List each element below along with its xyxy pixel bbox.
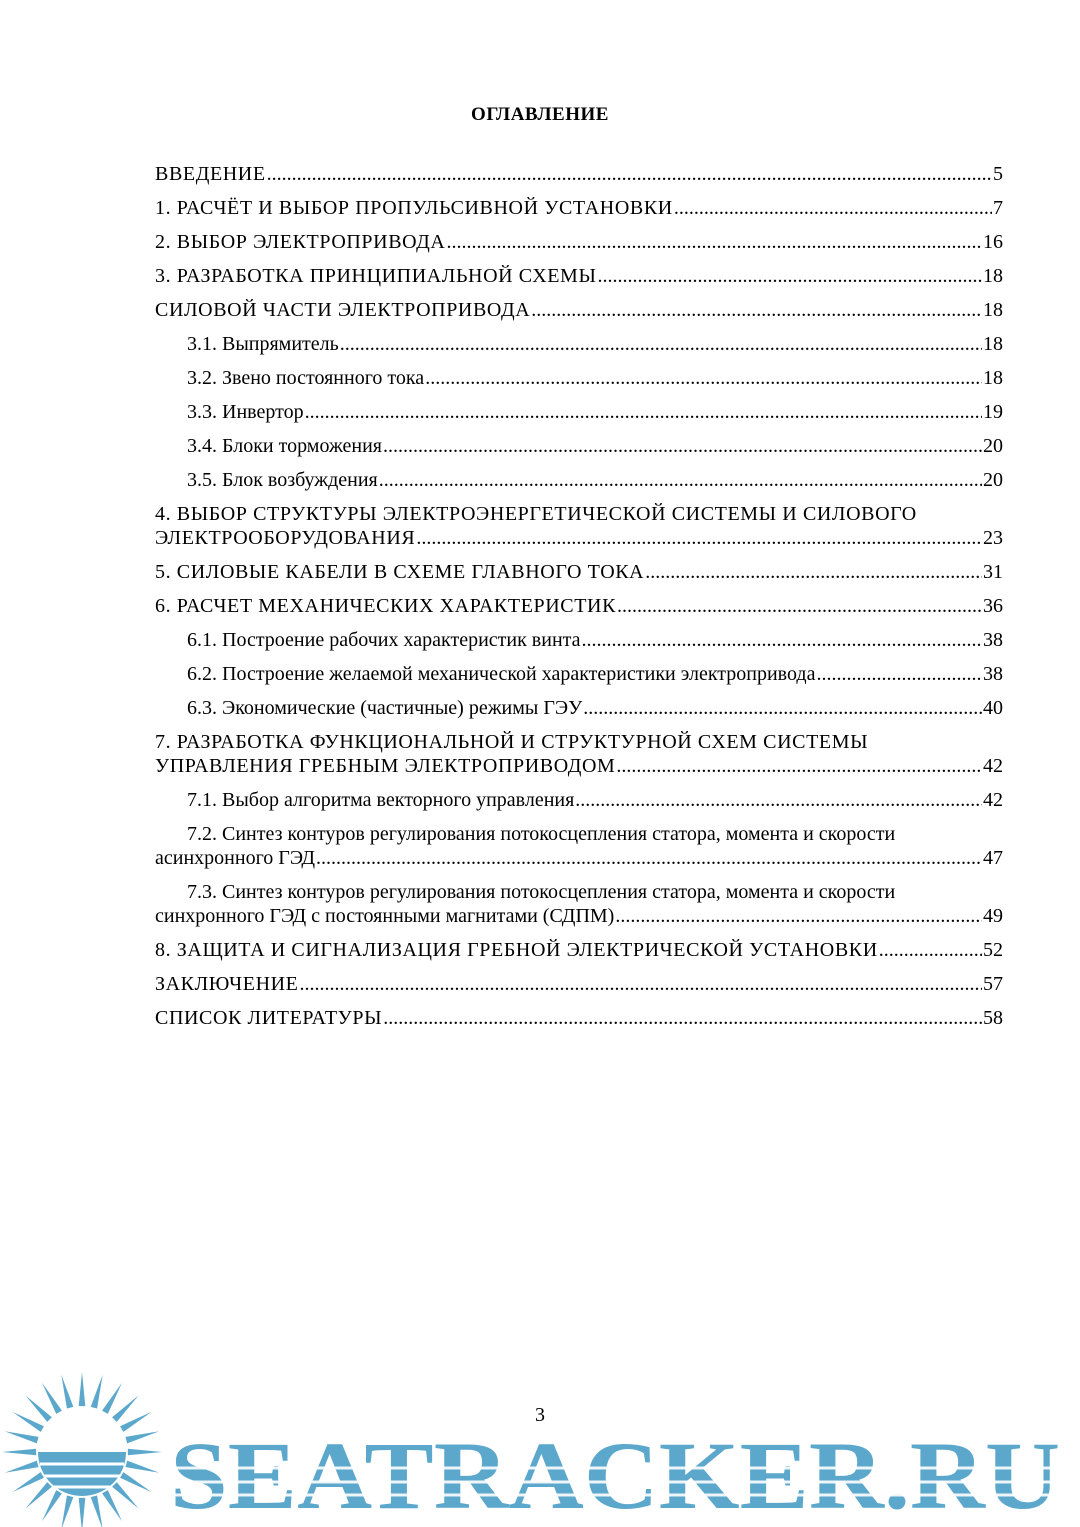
toc-entry[interactable]: 3.3. Инвертор ..... 19 (155, 400, 1003, 424)
toc-page-number: 31 (983, 561, 1003, 583)
toc-page-number: 16 (983, 231, 1003, 253)
toc-page-number: 42 (983, 789, 1003, 811)
toc-entry-first-line: 4. ВЫБОР СТРУКТУРЫ ЭЛЕКТРОЭНЕРГЕТИЧЕСКОЙ СИСТЕМЫ И СИЛОВОГО (155, 503, 917, 525)
sun-ray (79, 1372, 86, 1406)
toc-page-number: 38 (983, 663, 1003, 685)
toc-entry[interactable]: 6.2. Построение желаемой механической характеристики электропривода ..... 38 (155, 662, 1003, 686)
toc-entry[interactable]: 3.1. Выпрямитель ..... 18 (155, 332, 1003, 356)
sun-ray (112, 1482, 138, 1508)
toc-page-number: 20 (983, 435, 1003, 457)
sun-ray (91, 1495, 103, 1527)
toc-page-number: 38 (983, 629, 1003, 651)
toc-entry[interactable]: 7. РАЗРАБОТКА ФУНКЦИОНАЛЬНОЙ И СТРУКТУРНОЙ СХЕМ СИСТЕМЫ УПРАВЛЕНИЯ ГРЕБНЫМ ЭЛЕКТРОПРИВОДОМ ..... 42 (155, 730, 1003, 778)
sun-ray (102, 1490, 122, 1521)
toc-entry[interactable]: 8. ЗАЩИТА И СИГНАЛИЗАЦИЯ ГРЕБНОЙ ЭЛЕКТРИЧЕСКОЙ УСТАНОВКИ ..... 52 (155, 938, 1003, 962)
toc-page-number: 57 (983, 973, 1003, 995)
toc-entry[interactable]: 7.2. Синтез контуров регулирования потокосцепления статора, момента и скорости асинхронного ГЭД ..... 47 (155, 822, 1003, 870)
sun-over-sea-icon (2, 1372, 162, 1527)
sun-ray (61, 1495, 73, 1527)
toc-page-number: 36 (983, 595, 1003, 617)
sun-ray (5, 1461, 39, 1473)
toc-entry[interactable]: 1. РАСЧЁТ И ВЫБОР ПРОПУЛЬСИВНОЙ УСТАНОВКИ ..... 7 (155, 196, 1003, 220)
toc-page-number: 7 (993, 197, 1003, 219)
sun-ray (42, 1490, 62, 1521)
sun-ray (2, 1449, 36, 1456)
toc-page-number: 40 (983, 697, 1003, 719)
sun-ray (125, 1431, 159, 1443)
toc-entry-first-line: 7.3. Синтез контуров регулирования потокосцепления статора, момента и скорости (187, 881, 896, 903)
toc-page-number: 52 (983, 939, 1003, 961)
toc-page-number: 58 (983, 1007, 1003, 1029)
toc-page-number: 19 (983, 401, 1003, 423)
toc-entry[interactable]: 6.3. Экономические (частичные) режимы ГЭУ ..... 40 (155, 696, 1003, 720)
page-number: 3 (535, 1404, 545, 1426)
toc-entry-first-line: 7.2. Синтез контуров регулирования потокосцепления статора, момента и скорости (187, 823, 896, 845)
watermark-text: SEATRACKER.RU (170, 1422, 1060, 1527)
toc-entry[interactable]: 7.3. Синтез контуров регулирования потокосцепления статора, момента и скорости синхронного ГЭД с постоянными магнитами (СДПМ) ..... 49 (155, 880, 1003, 928)
toc-heading: ОГЛАВЛЕНИЕ (471, 104, 609, 125)
toc-entry[interactable]: 3.5. Блок возбуждения ..... 20 (155, 468, 1003, 492)
toc-page-number: 47 (983, 847, 1003, 869)
toc-page-number: 18 (983, 367, 1003, 389)
toc-page-number: 23 (983, 527, 1003, 549)
sun-ray (13, 1472, 44, 1492)
sun-ray (120, 1472, 151, 1492)
toc-entry[interactable]: 3. РАЗРАБОТКА ПРИНЦИПИАЛЬНОЙ СХЕМЫ ..... 18 (155, 264, 1003, 288)
watermark (0, 1360, 1080, 1527)
toc-entry[interactable]: 3.4. Блоки торможения ..... 20 (155, 434, 1003, 458)
table-of-contents (155, 162, 1003, 1030)
sun-ray (125, 1461, 159, 1473)
sun-ray (5, 1431, 39, 1443)
toc-entry[interactable]: 3.2. Звено постоянного тока ..... 18 (155, 366, 1003, 390)
toc-page-number: 18 (983, 333, 1003, 355)
toc-page-number: 18 (983, 299, 1003, 321)
toc-entry[interactable]: 2. ВЫБОР ЭЛЕКТРОПРИВОДА ..... 16 (155, 230, 1003, 254)
toc-page-number: 42 (983, 755, 1003, 777)
toc-entry[interactable]: 7.1. Выбор алгоритма векторного управления ..... 42 (155, 788, 1003, 812)
toc-page-number: 20 (983, 469, 1003, 491)
sun-ray (128, 1449, 162, 1456)
toc-page-number: 49 (983, 905, 1003, 927)
toc-entry[interactable]: 6. РАСЧЕТ МЕХАНИЧЕСКИХ ХАРАКТЕРИСТИК ..... 36 (155, 594, 1003, 618)
sun-ray (79, 1498, 86, 1527)
toc-entry[interactable]: СПИСОК ЛИТЕРАТУРЫ ..... 58 (155, 1006, 1003, 1030)
toc-entry[interactable]: СИЛОВОЙ ЧАСТИ ЭЛЕКТРОПРИВОДА ..... 18 (155, 298, 1003, 322)
toc-page-number: 5 (993, 163, 1003, 185)
toc-page-number: 18 (983, 265, 1003, 287)
toc-entry[interactable]: ВВЕДЕНИЕ ..... 5 (155, 162, 1003, 186)
toc-entry[interactable]: 4. ВЫБОР СТРУКТУРЫ ЭЛЕКТРОЭНЕРГЕТИЧЕСКОЙ СИСТЕМЫ И СИЛОВОГО ЭЛЕКТРООБОРУДОВАНИЯ ..... 23 (155, 502, 1003, 550)
toc-entry-first-line: 7. РАЗРАБОТКА ФУНКЦИОНАЛЬНОЙ И СТРУКТУРНОЙ СХЕМ СИСТЕМЫ (155, 731, 869, 753)
toc-entry[interactable]: 5. СИЛОВЫЕ КАБЕЛИ В СХЕМЕ ГЛАВНОГО ТОКА ..... 31 (155, 560, 1003, 584)
toc-entry[interactable]: ЗАКЛЮЧЕНИЕ ..... 57 (155, 972, 1003, 996)
toc-entry[interactable]: 6.1. Построение рабочих характеристик винта ..... 38 (155, 628, 1003, 652)
sun-ray (25, 1482, 51, 1508)
